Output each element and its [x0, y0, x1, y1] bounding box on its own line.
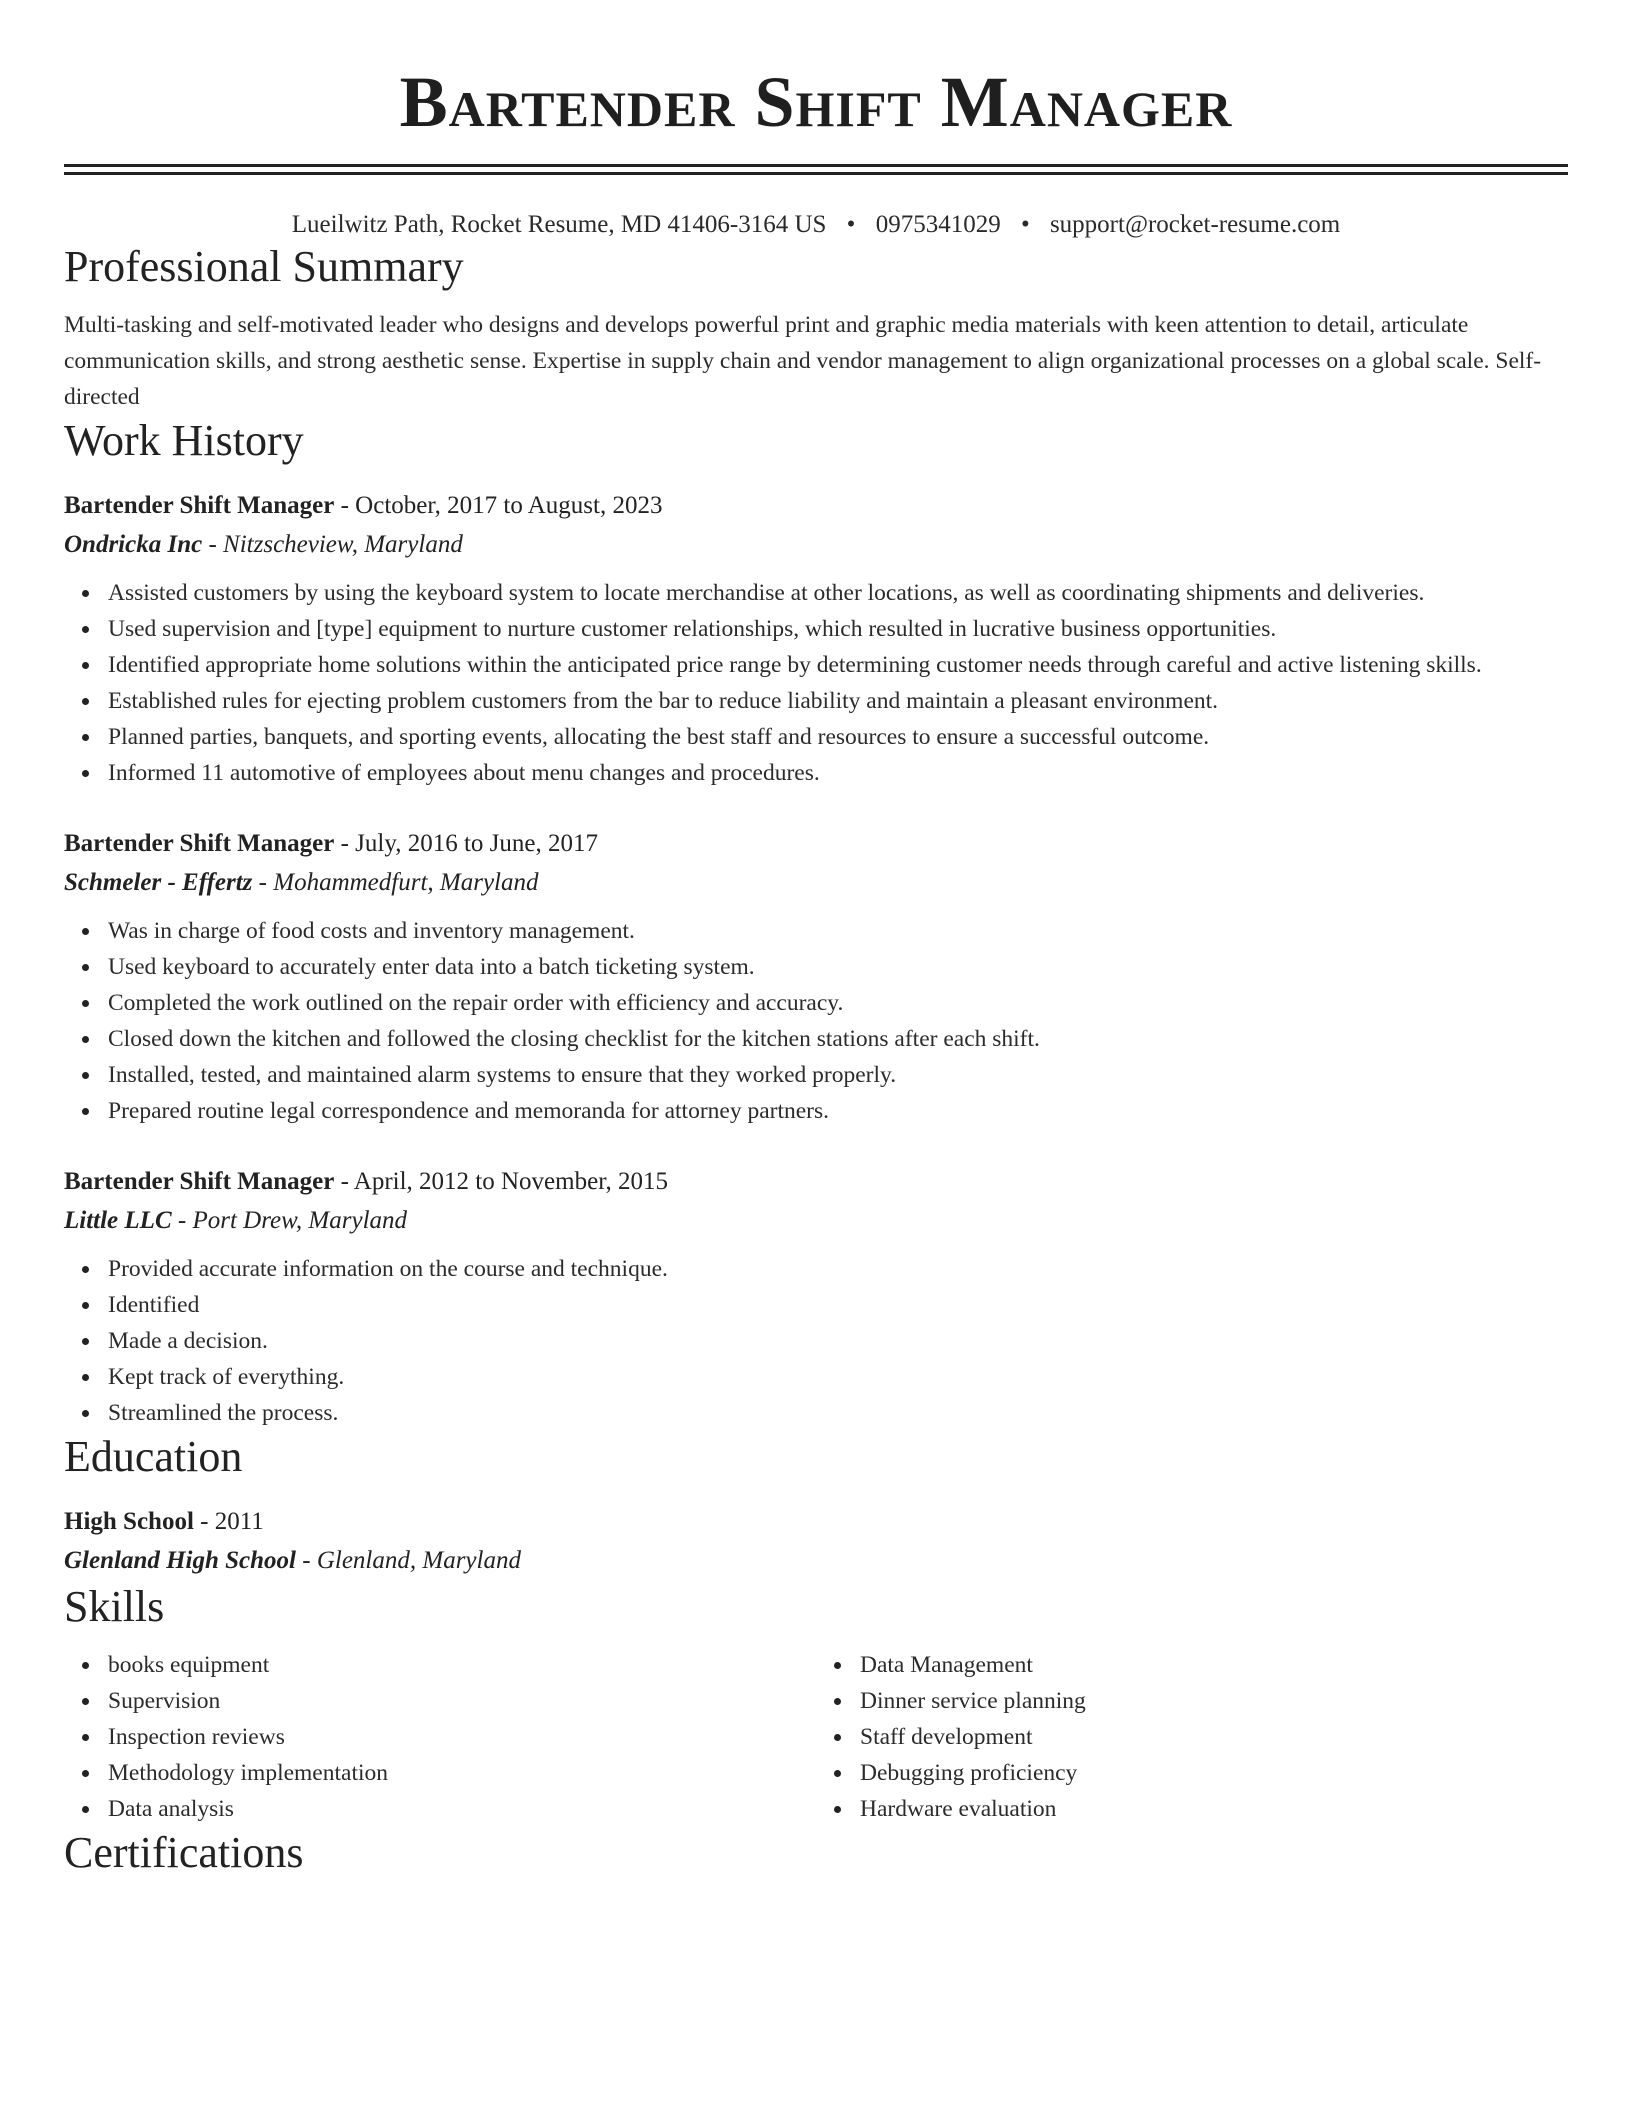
employer-name: Schmeler - Effertz	[64, 869, 253, 896]
job-duty: Made a decision.	[108, 1323, 1568, 1359]
contact-email: support@rocket-resume.com	[1049, 211, 1341, 238]
employer-location: - Port Drew, Maryland	[171, 1207, 408, 1234]
degree-line	[64, 1503, 1568, 1541]
summary-text: Multi-tasking and self-motivated leader who designs and develops powerful print and graphic media materials with keen attention to detail, articulate communication skills, and strong aesthetic sense. Expertise in supply chain and vendor management to align organizational processes on a global scale. Self-directed	[64, 312, 1542, 410]
job-duties-list	[64, 913, 1568, 1129]
contact-separator: •	[1020, 211, 1030, 238]
job-duty: Installed, tested, and maintained alarm systems to ensure that they worked properly.	[108, 1057, 1568, 1093]
skill-item: Debugging proficiency	[860, 1755, 1568, 1791]
degree-name: High School	[64, 1508, 194, 1535]
job-title-line	[64, 487, 1568, 525]
job-duty: Streamlined the process.	[108, 1395, 1568, 1431]
employer-name: Ondricka Inc	[64, 531, 203, 558]
skill-item: Hardware evaluation	[860, 1791, 1568, 1827]
skills-grid	[64, 1647, 1568, 1827]
job-duty: Provided accurate information on the course and technique.	[108, 1251, 1568, 1287]
skill-item: Methodology implementation	[108, 1755, 816, 1791]
job-entry	[64, 825, 1568, 1129]
job-duty: Completed the work outlined on the repair order with efficiency and accuracy.	[108, 985, 1568, 1021]
school-location: - Glenland, Maryland	[296, 1547, 521, 1574]
education-entry	[64, 1503, 1568, 1581]
job-duty: Used supervision and [type] equipment to nurture customer relationships, which resulted in lucrative business opportunities.	[108, 611, 1568, 647]
contact-phone: 0975341029	[875, 211, 1001, 238]
section-heading-skills: Skills	[64, 1582, 165, 1631]
skill-item: Supervision	[108, 1683, 816, 1719]
job-duty: Was in charge of food costs and inventory management.	[108, 913, 1568, 949]
job-duty: Kept track of everything.	[108, 1359, 1568, 1395]
job-dates: - October, 2017 to August, 2023	[334, 492, 663, 519]
job-duty: Identified appropriate home solutions within the anticipated price range by determining customer needs through careful and active listening skills.	[108, 647, 1568, 683]
job-duty: Established rules for ejecting problem customers from the bar to reduce liability and maintain a pleasant environment.	[108, 683, 1568, 719]
job-duty: Informed 11 automotive of employees about menu changes and procedures.	[108, 755, 1568, 791]
employer-location: - Mohammedfurt, Maryland	[252, 869, 539, 896]
school-line	[64, 1541, 1568, 1581]
job-entry	[64, 1163, 1568, 1431]
job-duty: Closed down the kitchen and followed the closing checklist for the kitchen stations after each shift.	[108, 1021, 1568, 1057]
skills-list-right	[816, 1647, 1568, 1827]
employer-name: Little LLC	[64, 1207, 172, 1234]
job-entry	[64, 487, 1568, 791]
skill-item: Data Management	[860, 1647, 1568, 1683]
resume-title: Bartender Shift Manager	[399, 62, 1233, 142]
skill-item: Inspection reviews	[108, 1719, 816, 1755]
job-duty: Used keyboard to accurately enter data into a batch ticketing system.	[108, 949, 1568, 985]
graduation-year: - 2011	[193, 1508, 264, 1535]
job-title-line	[64, 1163, 1568, 1201]
contact-address: Lueilwitz Path, Rocket Resume, MD 41406-3164 US	[291, 211, 827, 238]
skill-item: books equipment	[108, 1647, 816, 1683]
section-heading-work-history: Work History	[64, 416, 304, 465]
contact-line	[64, 209, 1568, 241]
section-heading-summary: Professional Summary	[64, 242, 464, 291]
skill-item: Data analysis	[108, 1791, 816, 1827]
section-heading-education: Education	[64, 1432, 243, 1481]
job-duty: Planned parties, banquets, and sporting events, allocating the best staff and resources to ensure a successful outcome.	[108, 719, 1568, 755]
job-title: Bartender Shift Manager	[64, 830, 335, 857]
job-dates: - July, 2016 to June, 2017	[334, 830, 598, 857]
job-title: Bartender Shift Manager	[64, 1168, 335, 1195]
job-duty: Identified	[108, 1287, 1568, 1323]
job-duty: Prepared routine legal correspondence and memoranda for attorney partners.	[108, 1093, 1568, 1129]
employer-line	[64, 863, 1568, 903]
employer-line	[64, 1201, 1568, 1241]
school-name: Glenland High School	[64, 1547, 296, 1574]
employer-location: - Nitzscheview, Maryland	[202, 531, 463, 558]
job-dates: - April, 2012 to November, 2015	[334, 1168, 669, 1195]
job-duties-list	[64, 575, 1568, 791]
title-double-rule	[64, 164, 1568, 175]
employer-line	[64, 525, 1568, 565]
skill-item: Dinner service planning	[860, 1683, 1568, 1719]
skills-list-left	[64, 1647, 816, 1827]
job-duties-list	[64, 1251, 1568, 1431]
section-heading-certifications: Certifications	[64, 1828, 304, 1877]
contact-separator: •	[846, 211, 856, 238]
skill-item: Staff development	[860, 1719, 1568, 1755]
job-title-line	[64, 825, 1568, 863]
job-duty: Assisted customers by using the keyboard system to locate merchandise at other locations, as well as coordinating shipments and deliveries.	[108, 575, 1568, 611]
job-title: Bartender Shift Manager	[64, 492, 335, 519]
